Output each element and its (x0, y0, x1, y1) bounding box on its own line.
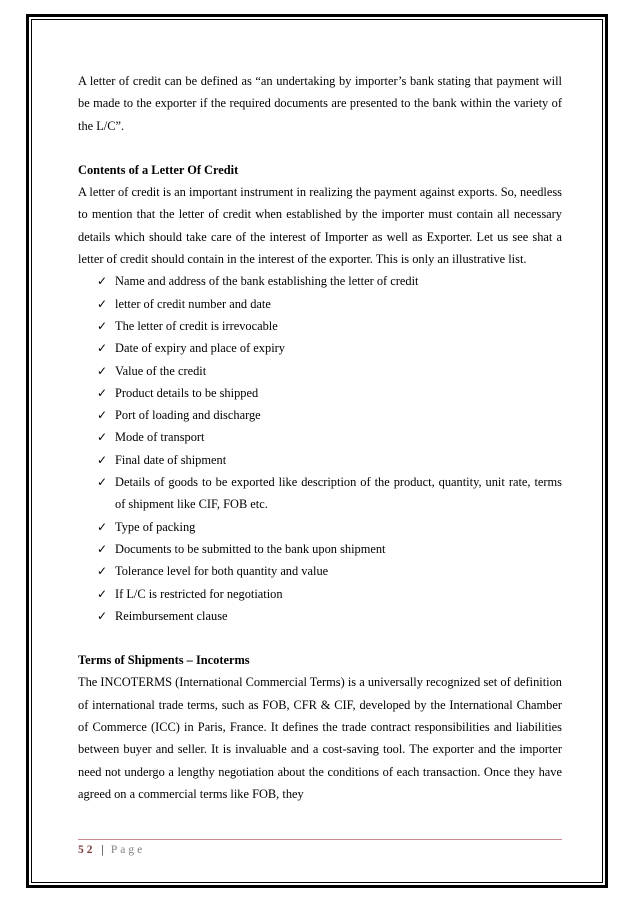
checklist-item-text: Date of expiry and place of expiry (115, 341, 285, 356)
section-heading-contents: Contents of a Letter Of Credit (78, 162, 239, 177)
checklist-item-text: Value of the credit (115, 363, 207, 378)
checklist-item-text: Final date of shipment (115, 452, 227, 467)
checklist (78, 270, 562, 627)
spacer (78, 627, 562, 649)
page-label: Page (110, 844, 146, 856)
checklist-item (97, 404, 562, 426)
checkmark-icon: ✓ (97, 274, 108, 289)
checkmark-icon: ✓ (97, 408, 108, 423)
section-heading-incoterms: Terms of Shipments – Incoterms (78, 653, 250, 668)
checklist-item (97, 583, 562, 605)
checklist-item-text: Tolerance level for both quantity and value (115, 564, 329, 579)
checklist-item (97, 538, 562, 560)
checklist-item (97, 449, 562, 471)
checkmark-icon: ✓ (97, 452, 108, 467)
page-number: 52 (78, 844, 96, 856)
spacer (78, 137, 562, 159)
checkmark-icon: ✓ (97, 475, 108, 490)
checklist-item (97, 315, 562, 337)
checkmark-icon: ✓ (97, 608, 108, 623)
checklist-item (97, 360, 562, 382)
checklist-item-text: Details of goods to be exported like description of the product, quantity, unit rate, terms of shipment like CIF, FOB etc. (115, 475, 562, 512)
checklist-item-text: If L/C is restricted for negotiation (115, 586, 283, 601)
checklist-item-text: Product details to be shipped (115, 385, 259, 400)
checklist-item-text: Name and address of the bank establishing the letter of credit (115, 274, 419, 289)
intro-paragraph: A letter of credit can be defined as “an undertaking by importer’s bank stating that payment will be made to the exporter if the required documents are presented to the bank within the variety of the L/C”. (78, 74, 562, 133)
section-body-incoterms: The INCOTERMS (International Commercial Terms) is a universally recognized set of definition of international trade terms, such as FOB, CFR & CIF, developed by the International Chamber of Commerce (ICC) in Paris, France. It defines the trade contract responsibilities and liabilities between buyer and seller. It is invaluable and a cost-saving tool. The exporter and the importer need not undergo a lengthy negotiation about the conditions of each transaction. Once they have agreed on a commercial terms like FOB, they (78, 675, 562, 801)
checkmark-icon: ✓ (97, 519, 108, 534)
checklist-item (97, 337, 562, 359)
checklist-item-text: Documents to be submitted to the bank upon shipment (115, 541, 386, 556)
checklist-item (97, 382, 562, 404)
checkmark-icon: ✓ (97, 541, 108, 556)
checkmark-icon: ✓ (97, 385, 108, 400)
checklist-item (97, 426, 562, 448)
checklist-item (97, 270, 562, 292)
checkmark-icon: ✓ (97, 341, 108, 356)
checkmark-icon: ✓ (97, 586, 108, 601)
checkmark-icon: ✓ (97, 318, 108, 333)
checklist-item-text: Type of packing (115, 519, 196, 534)
section-body-contents: A letter of credit is an important instrument in realizing the payment against exports. So, needless to mention that the letter of credit when established by the importer must contain all necessary details which should take care of the interest of Importer as well as Exporter. Let us see shat a letter of credit should contain in the interest of the exporter. This is only an illustrative list. (78, 185, 562, 267)
footer-separator: | (101, 844, 107, 856)
checklist-item-text: Port of loading and discharge (115, 408, 261, 423)
checklist-item-text: The letter of credit is irrevocable (115, 318, 278, 333)
checkmark-icon: ✓ (97, 564, 108, 579)
checkmark-icon: ✓ (97, 296, 108, 311)
checkmark-icon: ✓ (97, 363, 108, 378)
checklist-item-text: letter of credit number and date (115, 296, 271, 311)
page-footer (78, 839, 562, 856)
checklist-item-text: Reimbursement clause (115, 608, 228, 623)
checkmark-icon: ✓ (97, 430, 108, 445)
checklist-item (97, 293, 562, 315)
checklist-item-text: Mode of transport (115, 430, 205, 445)
checklist-item (97, 560, 562, 582)
checklist-item (97, 516, 562, 538)
checklist-item (97, 471, 562, 516)
document-body (78, 70, 562, 805)
checklist-item (97, 605, 562, 627)
